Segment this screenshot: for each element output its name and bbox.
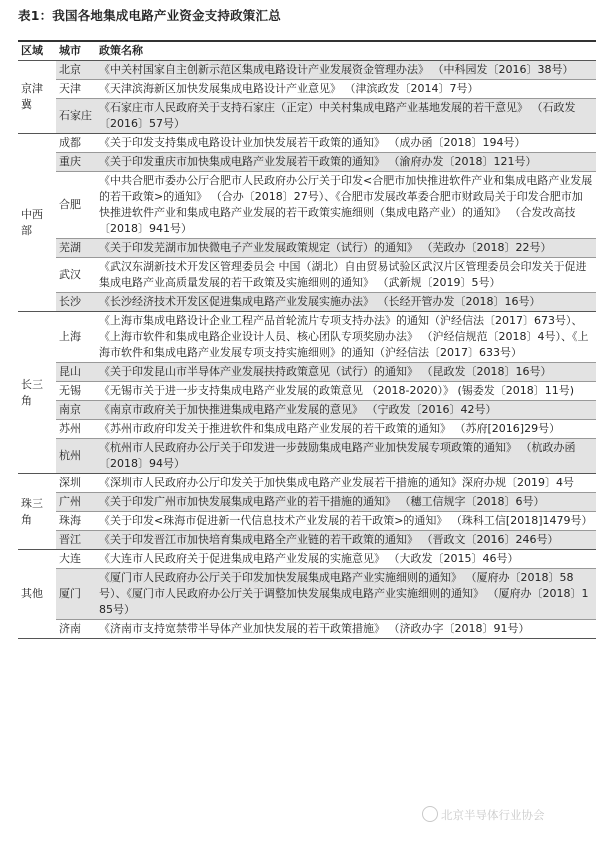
policy-name-cell: 《关于印发重庆市加快集成电路产业发展若干政策的通知》 （渝府办发〔2018〕121号） — [96, 153, 596, 172]
policy-name-cell: 《深圳市人民政府办公厅印发关于加快集成电路产业发展若干措施的通知》深府办规〔2019〕4号 — [96, 474, 596, 493]
table-row — [18, 363, 596, 382]
city-cell: 长沙 — [56, 293, 96, 312]
policy-table — [18, 40, 596, 639]
city-cell: 广州 — [56, 493, 96, 512]
table-header-row — [18, 41, 596, 61]
table-row — [18, 550, 596, 569]
city-cell: 武汉 — [56, 258, 96, 293]
city-cell: 昆山 — [56, 363, 96, 382]
header-city: 城市 — [56, 41, 96, 61]
city-cell: 厦门 — [56, 569, 96, 620]
policy-name-cell: 《武汉东湖新技术开发区管理委员会 中国（湖北）自由贸易试验区武汉片区管理委员会印发关于促进集成电路产业高质量发展的若干政策及实施细则的通知》 （武新规〔2019〕5号） — [96, 258, 596, 293]
wechat-logo-icon — [422, 806, 438, 822]
policy-name-cell: 《关于印发<珠海市促进新一代信息技术产业发展的若干政策>的通知》 （珠科工信[2018]1479号） — [96, 512, 596, 531]
region-cell: 长三角 — [18, 312, 56, 474]
policy-name-cell: 《上海市集成电路设计企业工程产品首轮流片专项支持办法》的通知（沪经信法〔2017〕673号）、《上海市软件和集成电路企业设计人员、核心团队专项奖励办法》 （沪经信规范〔2018〕4号）、《上海市软件和集成电路产业发展专项支持实施细则》的通知（沪经信法〔2017〕633号） — [96, 312, 596, 363]
policy-name-cell: 《无锡市关于进一步支持集成电路产业发展的政策意见 （2018-2020）》 (锡委发〔2018〕11号) — [96, 382, 596, 401]
city-cell: 成都 — [56, 134, 96, 153]
city-cell: 重庆 — [56, 153, 96, 172]
policy-name-cell: 《厦门市人民政府办公厅关于印发加快发展集成电路产业实施细则的通知》 （厦府办〔2018〕58号）、《厦门市人民政府办公厅关于调整加快发展集成电路产业实施细则的通知》 （厦府办〔2018〕185号） — [96, 569, 596, 620]
table-row — [18, 531, 596, 550]
policy-name-cell: 《中关村国家自主创新示范区集成电路设计产业发展资金管理办法》 （中科园发〔2016〕38号） — [96, 61, 596, 80]
table-row — [18, 134, 596, 153]
policy-name-cell: 《关于印发支持集成电路设计业加快发展若干政策的通知》 （成办函〔2018〕194号） — [96, 134, 596, 153]
city-cell: 珠海 — [56, 512, 96, 531]
city-cell: 上海 — [56, 312, 96, 363]
watermark-text: 北京半导体行业协会 — [441, 808, 545, 822]
table-row — [18, 153, 596, 172]
policy-name-cell: 《石家庄市人民政府关于支持石家庄（正定）中关村集成电路产业基地发展的若干意见》 （石政发〔2016〕57号） — [96, 99, 596, 134]
table-row — [18, 439, 596, 474]
city-cell: 天津 — [56, 80, 96, 99]
policy-name-cell: 《天津滨海新区加快发展集成电路设计产业意见》 （津滨政发〔2014〕7号） — [96, 80, 596, 99]
city-cell: 合肥 — [56, 172, 96, 239]
policy-name-cell: 《济南市支持宽禁带半导体产业加快发展的若干政策措施》 （济政办字〔2018〕91号） — [96, 620, 596, 639]
table-caption: 表1：我国各地集成电路产业资金支持政策汇总 — [18, 8, 281, 23]
policy-name-cell: 《关于印发昆山市半导体产业发展扶持政策意见（试行）的通知》 （昆政发〔2018〕16号） — [96, 363, 596, 382]
city-cell: 芜湖 — [56, 239, 96, 258]
table-body — [18, 61, 596, 639]
table-row — [18, 61, 596, 80]
table-row — [18, 382, 596, 401]
table-row — [18, 569, 596, 620]
region-cell: 中西部 — [18, 134, 56, 312]
region-cell: 其他 — [18, 550, 56, 639]
city-cell: 无锡 — [56, 382, 96, 401]
table-row — [18, 172, 596, 239]
policy-name-cell: 《中共合肥市委办公厅合肥市人民政府办公厅关于印发<合肥市加快推进软件产业和集成电路产业发展的若干政策>的通知》 （合办〔2018〕27号）、《合肥市发展改革委合肥市财政局关于印发合肥市加快推进软件产业和集成电路产业发展的若干政策实施细则（集成电路产业）的通知》 （合发改高技〔2018〕941号） — [96, 172, 596, 239]
table-row — [18, 258, 596, 293]
city-cell: 北京 — [56, 61, 96, 80]
table-row — [18, 474, 596, 493]
city-cell: 苏州 — [56, 420, 96, 439]
policy-name-cell: 《关于印发广州市加快发展集成电路产业的若干措施的通知》 （穗工信规字〔2018〕6号） — [96, 493, 596, 512]
city-cell: 晋江 — [56, 531, 96, 550]
policy-name-cell: 《长沙经济技术开发区促进集成电路产业发展实施办法》 （长经开管办发〔2018〕16号） — [96, 293, 596, 312]
table-row — [18, 99, 596, 134]
header-region: 区域 — [18, 41, 56, 61]
region-cell: 京津冀 — [18, 61, 56, 134]
policy-name-cell: 《大连市人民政府关于促进集成电路产业发展的实施意见》 （大政发〔2015〕46号） — [96, 550, 596, 569]
table-row — [18, 239, 596, 258]
watermark — [422, 806, 545, 823]
policy-name-cell: 《关于印发芜湖市加快微电子产业发展政策规定（试行）的通知》 （芜政办〔2018〕22号） — [96, 239, 596, 258]
city-cell: 杭州 — [56, 439, 96, 474]
policy-name-cell: 《苏州市政府印发关于推进软件和集成电路产业发展的若干政策的通知》 （苏府[2016]29号） — [96, 420, 596, 439]
region-cell: 珠三角 — [18, 474, 56, 550]
policy-name-cell: 《关于印发晋江市加快培育集成电路全产业链的若干政策的通知》 （晋政文〔2016〕246号） — [96, 531, 596, 550]
city-cell: 深圳 — [56, 474, 96, 493]
table-row — [18, 312, 596, 363]
table-row — [18, 512, 596, 531]
city-cell: 大连 — [56, 550, 96, 569]
table-row — [18, 420, 596, 439]
policy-name-cell: 《南京市政府关于加快推进集成电路产业发展的意见》 （宁政发〔2016〕42号） — [96, 401, 596, 420]
policy-name-cell: 《杭州市人民政府办公厅关于印发进一步鼓励集成电路产业加快发展专项政策的通知》 （杭政办函〔2018〕94号） — [96, 439, 596, 474]
city-cell: 石家庄 — [56, 99, 96, 134]
table-row — [18, 493, 596, 512]
header-policy: 政策名称 — [96, 41, 596, 61]
table-row — [18, 401, 596, 420]
city-cell: 济南 — [56, 620, 96, 639]
table-row — [18, 80, 596, 99]
table-row — [18, 620, 596, 639]
city-cell: 南京 — [56, 401, 96, 420]
table-row — [18, 293, 596, 312]
